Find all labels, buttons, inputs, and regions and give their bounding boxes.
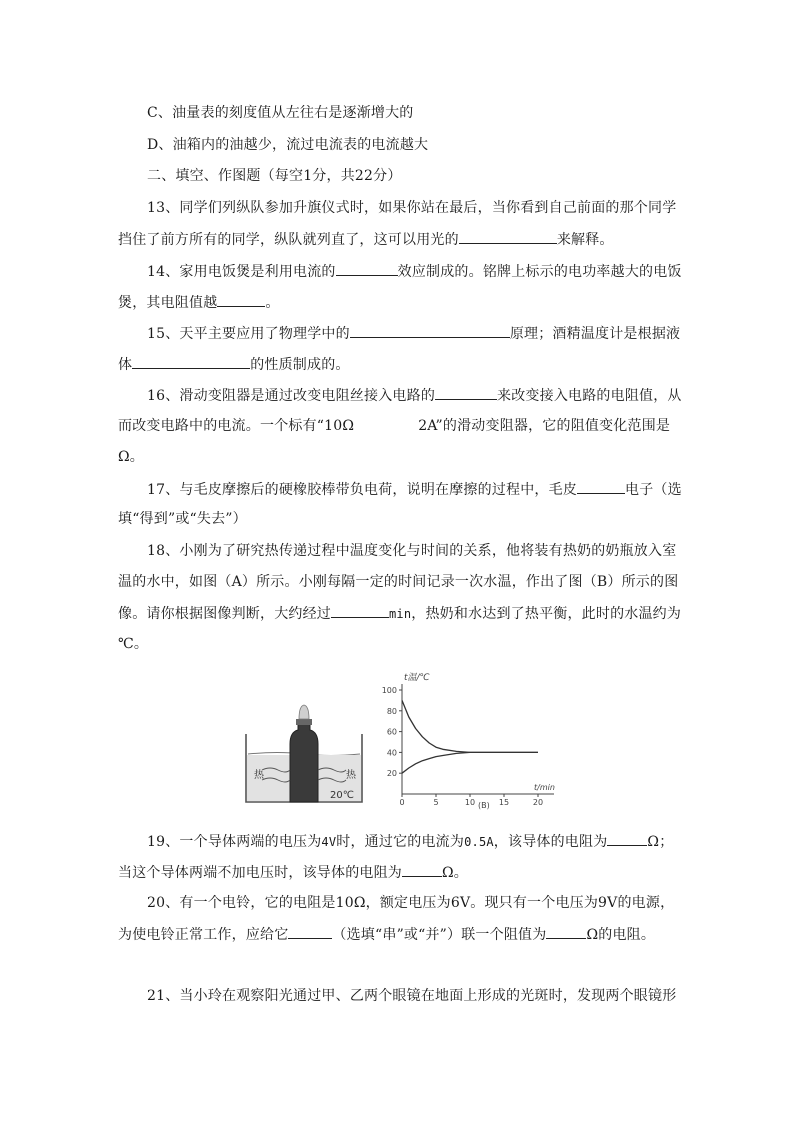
q19-text-c: ，该导体的电阻为 [493, 834, 608, 850]
q16-line3: Ω。 [118, 449, 145, 465]
q17-text-b: 电子（选 [625, 482, 682, 498]
option-d: D、油箱内的油越少，流过电流表的电流越大 [147, 137, 429, 153]
nipple [299, 705, 309, 719]
q13-blank[interactable] [459, 229, 557, 244]
q18-line3 [118, 603, 681, 624]
q13-text-b: 来解释。 [556, 232, 614, 248]
q19-text-b: 时，通过它的电流为 [336, 834, 465, 850]
q19-line1 [147, 831, 673, 852]
option-c: C、油量表的刻度值从左往右是逐渐增大的 [147, 105, 414, 121]
q13-line1: 13、同学们列纵队参加升旗仪式时，如果你站在最后，当你看到自己前面的那个同学 [147, 200, 677, 216]
q19-text-d: Ω； [647, 834, 674, 850]
q14-text-c: 煲，其电阻值越 [118, 295, 218, 311]
q16-text-a: 16、滑动变阻器是通过改变电阻丝接入电路的 [147, 388, 436, 404]
q15-blank-2[interactable] [132, 354, 250, 369]
q19-text-a: 19、一个导体两端的电压为 [147, 834, 322, 850]
q19-text-f: Ω。 [442, 865, 469, 881]
q15-text-d: 的性质制成的。 [250, 357, 350, 373]
q14-text-d: 。 [265, 295, 280, 311]
heat-label-left: 热 [254, 770, 264, 781]
section-heading: 二、填空、作图题（每空1分，共22分） [147, 168, 402, 184]
q20-blank-1[interactable] [288, 924, 332, 939]
q15-text-b: 原理；酒精温度计是根据液 [509, 326, 681, 342]
milk-bottle [290, 724, 318, 802]
q18-blank-1[interactable] [331, 603, 389, 618]
q18-text-a: 像。请你根据图像判断，大约经过 [118, 606, 331, 622]
q13-line2 [118, 229, 614, 250]
q15-line2 [118, 354, 350, 375]
bottle-collar [296, 719, 312, 725]
y-tick-label-40: 40 [386, 748, 397, 758]
q19-line2 [118, 862, 468, 883]
q14-blank-1[interactable] [336, 261, 398, 276]
q20-text-b: （选填“串”或“并”）联一个阻值为 [332, 927, 547, 943]
x-tick-label-5: 5 [433, 798, 439, 807]
y-tick-label-100: 100 [381, 686, 397, 695]
q19-text-e: 当这个导体两端不加电压时，该导体的电阻为 [118, 865, 402, 881]
water-temp-label: 20℃ [330, 790, 354, 801]
q19-blank-1[interactable] [607, 831, 647, 846]
q15-blank-1[interactable] [350, 323, 510, 338]
q14-blank-2[interactable] [217, 292, 265, 307]
q19-voltage: 4V [321, 835, 337, 849]
q14-line1 [147, 261, 682, 282]
q16-line1 [147, 385, 682, 406]
x-tick-label-20: 20 [532, 798, 544, 807]
q17-line1 [147, 479, 682, 500]
x-tick-label-0: 0 [399, 798, 405, 807]
q20-text-a: 为使电铃正常工作，应给它 [118, 927, 289, 943]
q15-line1 [147, 323, 680, 344]
chart-caption: (B) [478, 801, 490, 810]
q20-blank-2[interactable] [546, 924, 586, 939]
q16-text-b: 来改变接入电路的电阻值，从 [497, 388, 682, 404]
q17-blank[interactable] [577, 479, 625, 494]
q13-text-a: 挡住了前方所有的同学，纵队就列直了，这可以用光的 [118, 232, 459, 248]
figure-b-chart [362, 668, 572, 810]
series-line-hot-milk [402, 700, 538, 752]
q16-blank-1[interactable] [435, 385, 497, 400]
chart-ylabel: t温/℃ [404, 673, 430, 683]
q21-line1: 21、当小玲在观察阳光通过甲、乙两个眼镜在地面上形成的光斑时，发现两个眼镜形 [147, 988, 677, 1004]
x-tick-label-10: 10 [464, 798, 476, 807]
q16-text-d: 2A”的滑动变阻器，它的阻值变化范围是 [418, 418, 671, 434]
q20-line2 [118, 924, 655, 945]
chart-xlabel: t/min [534, 783, 555, 792]
q18-line4: ℃。 [118, 636, 149, 652]
q14-line2 [118, 292, 280, 313]
q20-text-c: Ω的电阻。 [586, 927, 656, 943]
y-tick-label-80: 80 [386, 706, 397, 716]
q18-text-b: ，热奶和水达到了热平衡，此时的水温约为 [411, 606, 682, 622]
y-tick-label-20: 20 [386, 769, 397, 779]
y-tick-label-60: 60 [386, 727, 397, 737]
q14-text-a: 14、家用电饭煲是利用电流的 [147, 264, 336, 280]
q19-current: 0.5A [464, 835, 494, 849]
q19-blank-2[interactable] [402, 862, 442, 877]
x-tick-label-15: 15 [498, 798, 510, 807]
series-line-water [402, 752, 538, 773]
heat-label-right: 热 [346, 770, 356, 781]
q15-text-a: 15、天平主要应用了物理学中的 [147, 326, 350, 342]
q17-line2: 填“得到”或“失去”） [118, 511, 247, 527]
q18-line1: 18、小刚为了研究热传递过程中温度变化与时间的关系，他将装有热奶的奶瓶放入室 [147, 543, 677, 559]
q20-line1: 20、有一个电铃，它的电阻是10Ω，额定电压为6V。现只有一个电压为9V的电源， [147, 895, 675, 911]
q18-line2: 温的水中，如图（A）所示。小刚每隔一定的时间记录一次水温，作出了图（B）所示的图 [118, 574, 679, 590]
q17-text-a: 17、与毛皮摩擦后的硬橡胶棒带负电荷，说明在摩擦的过程中，毛皮 [147, 482, 578, 498]
q15-text-c: 体 [118, 357, 133, 373]
q18-unit: min [389, 607, 412, 621]
q14-text-b: 效应制成的。铭牌上标示的电功率越大的电饭 [397, 264, 682, 280]
q16-text-c: 而改变电路中的电流。一个标有“10Ω [118, 418, 355, 434]
q16-line2 [118, 416, 670, 436]
figure-a [238, 704, 370, 808]
